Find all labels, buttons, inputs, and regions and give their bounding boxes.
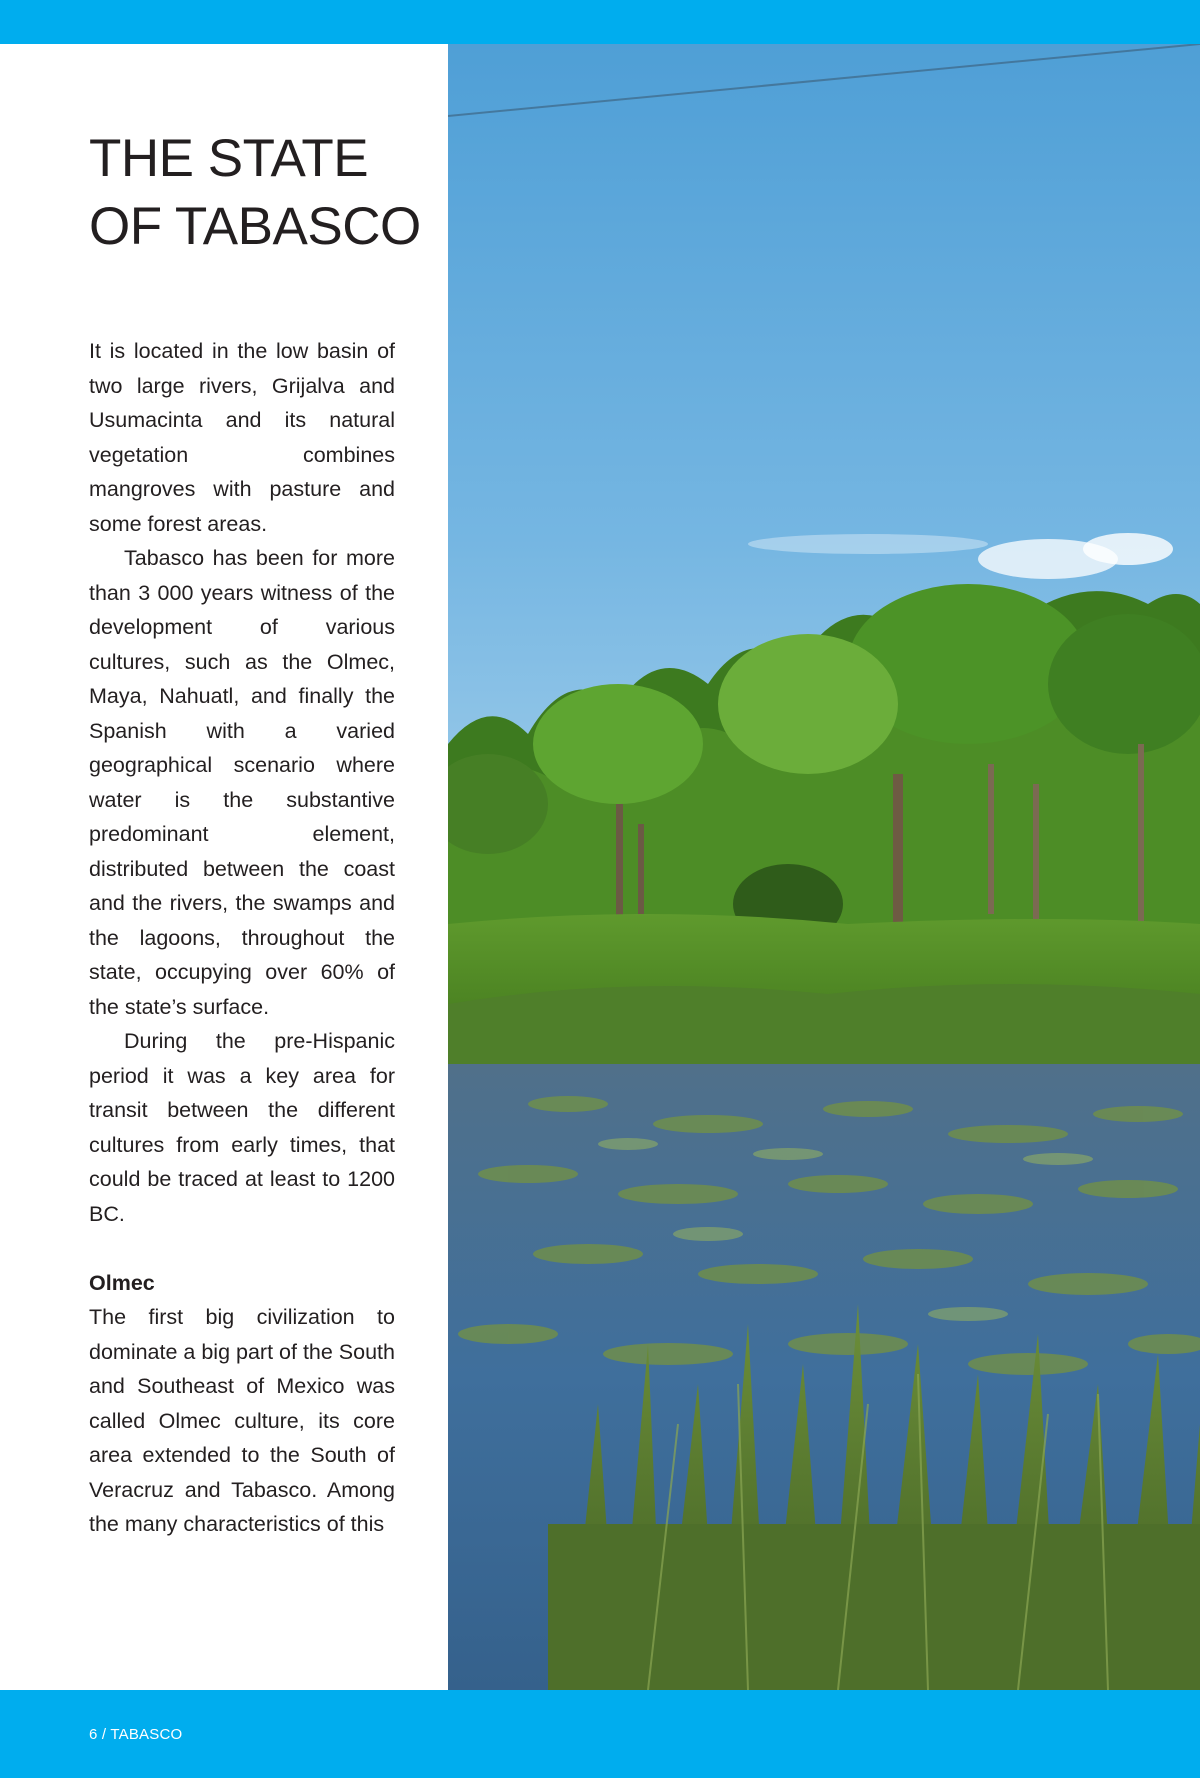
paragraph-2: Tabasco has been for more than 3 000 years witness of the development of various cultures, such as the Olmec, Maya, Nahuatl, and finally the Spanish with a varied geographical scenario where water is the substantive predominant element, distributed between the coast and the rivers, the swamps and the lagoons, throughout the state, occupying over 60% of the state’s surface. bbox=[89, 546, 395, 1019]
landscape-photo bbox=[448, 44, 1200, 1690]
section-heading-olmec: Olmec bbox=[89, 1270, 155, 1295]
article-body bbox=[89, 334, 395, 1542]
page-title-line-2: OF TABASCO bbox=[89, 197, 421, 256]
top-color-band bbox=[0, 0, 1200, 44]
paragraph-3: During the pre-Hispanic period it was a key area for transit between the different cultures from early times, that could be traced at least to 1200 BC. bbox=[89, 1029, 395, 1226]
text-column bbox=[89, 44, 421, 1690]
footer-band bbox=[0, 1690, 1200, 1778]
olmec-paragraph: The first big civilization to dominate a big part of the South and Southeast of Mexico was called Olmec culture, its core area extended to the South of Veracruz and Tabasco. Among the many characteristics of this bbox=[89, 1305, 395, 1536]
page-number-label: 6 / TABASCO bbox=[89, 1726, 183, 1743]
page-title-line-1: THE STATE bbox=[89, 129, 369, 188]
page-title bbox=[89, 125, 421, 261]
paragraph-1: It is located in the low basin of two large rivers, Grijalva and Usumacinta and its natural vegetation combines mangroves with pasture and some forest areas. bbox=[89, 339, 395, 536]
